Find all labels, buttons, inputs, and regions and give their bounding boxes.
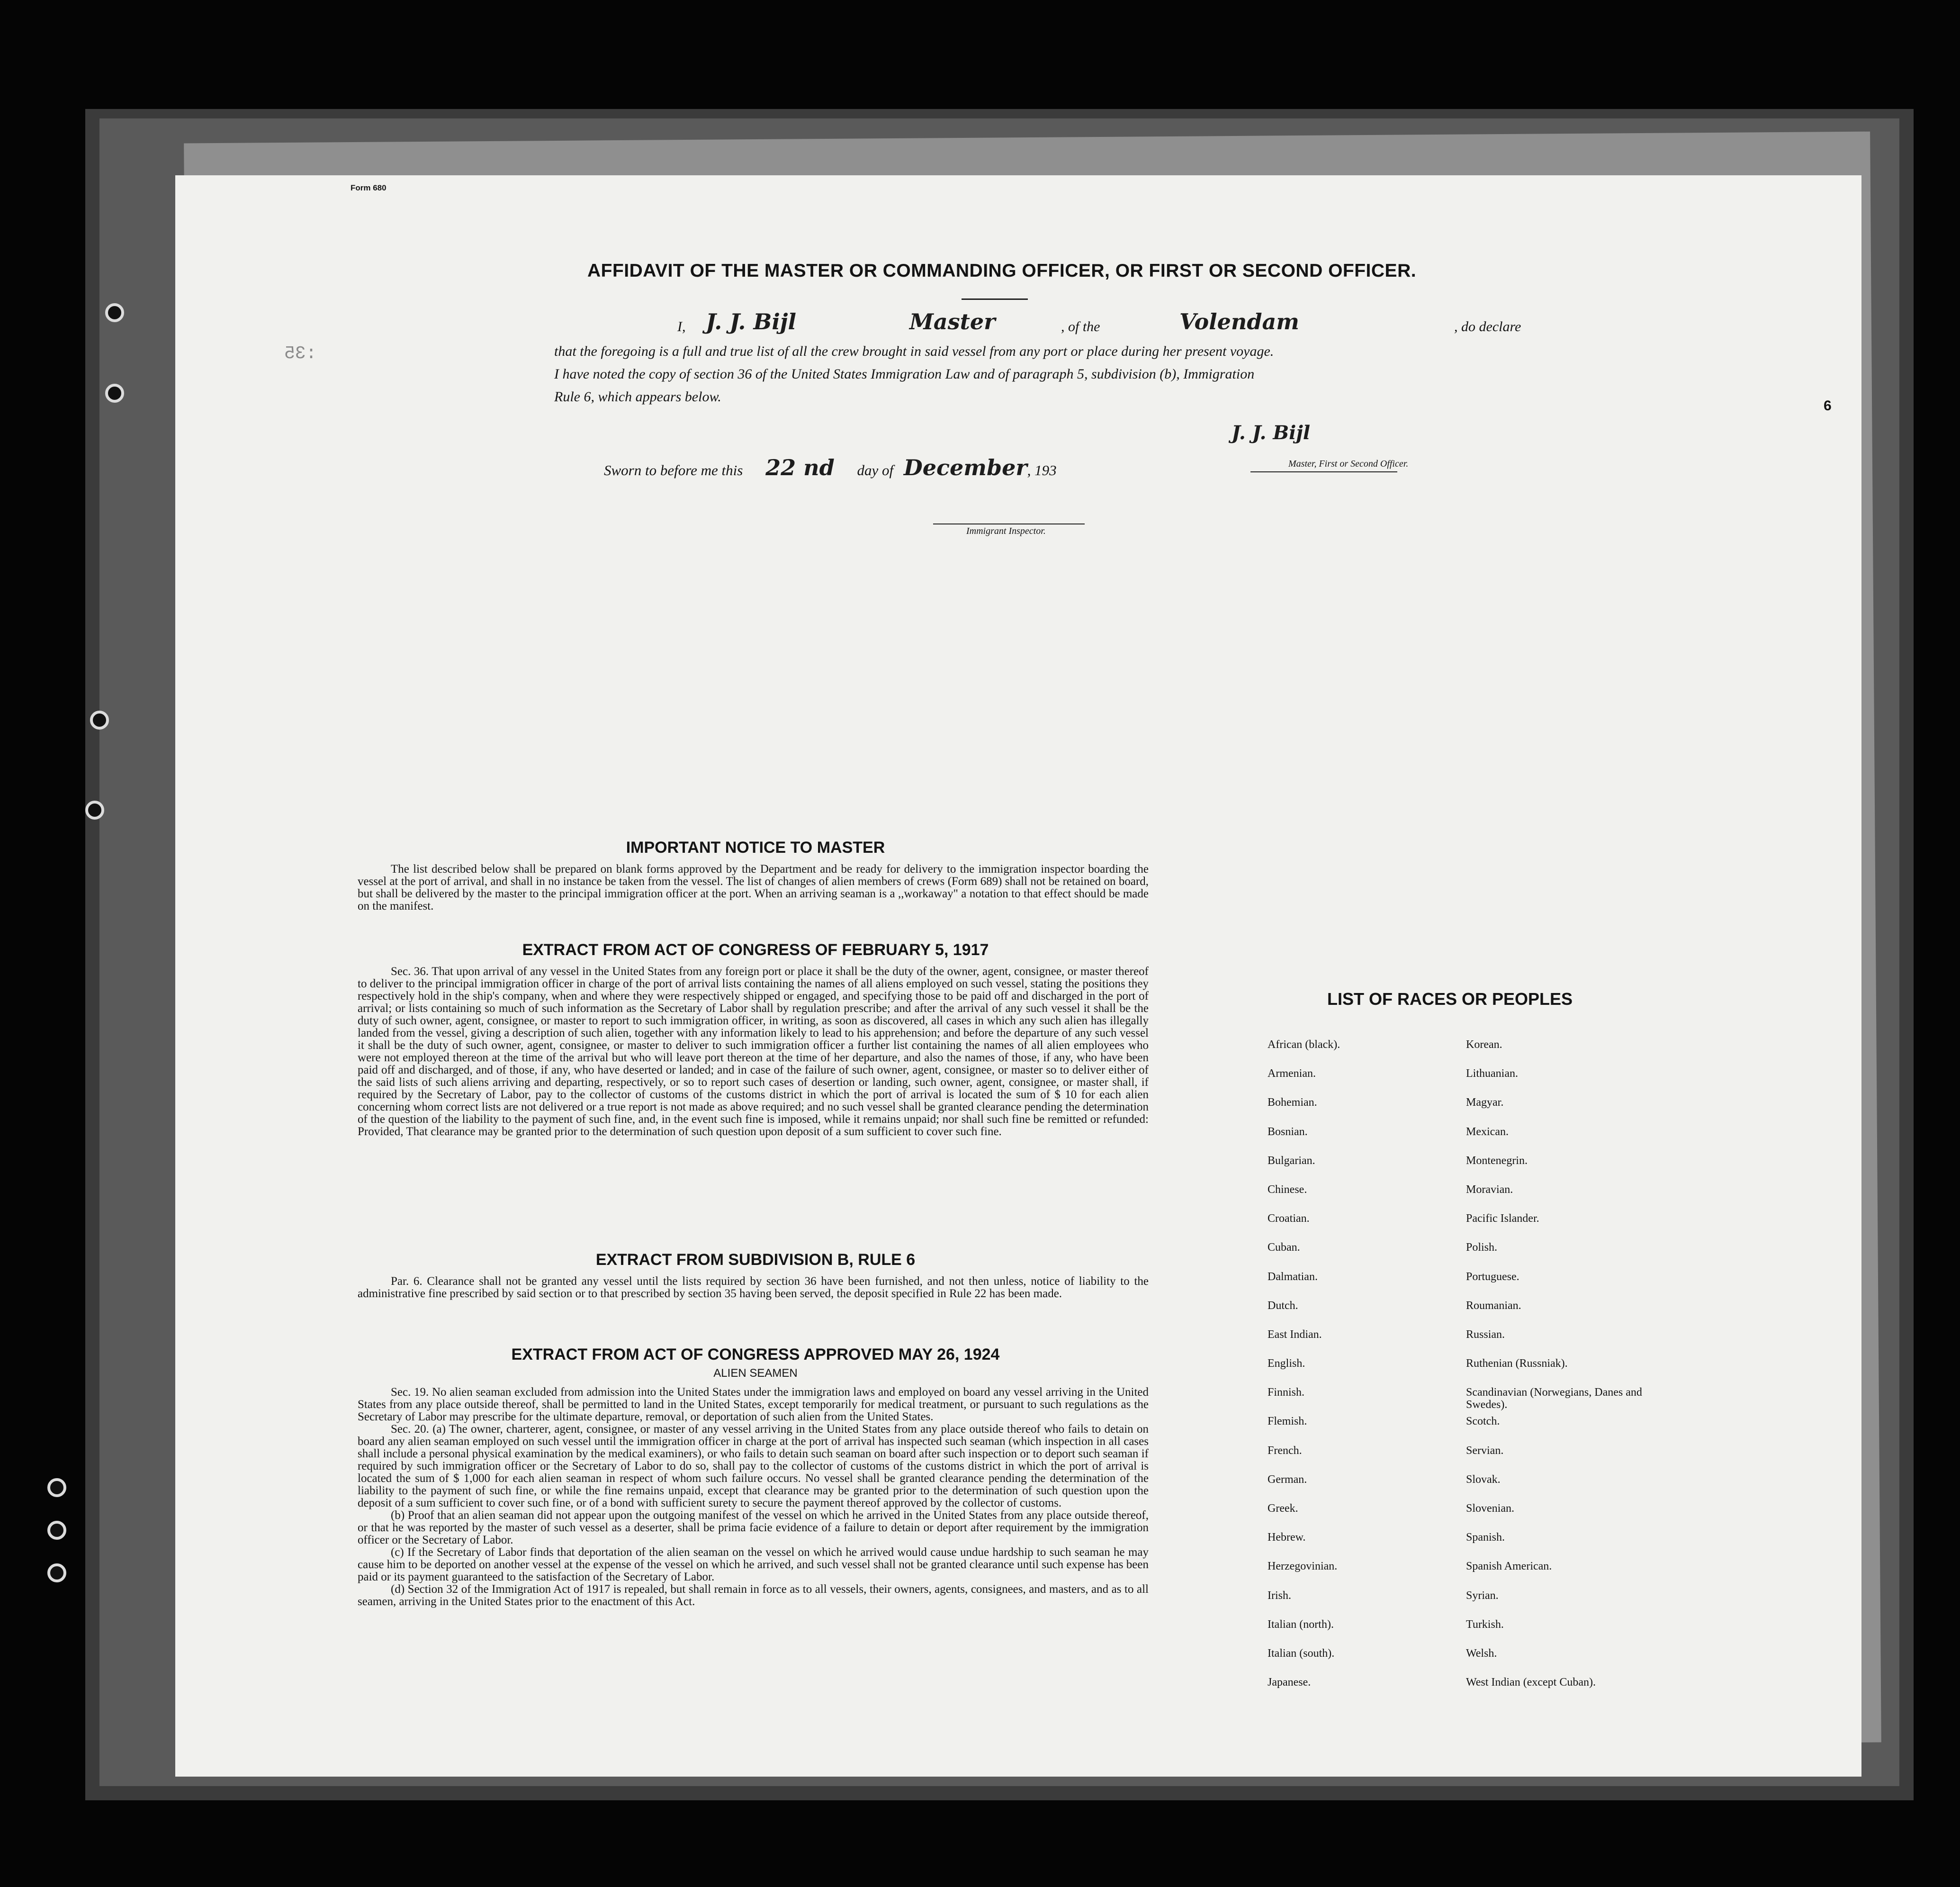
declaration-line-2: that the foregoing is a full and true list of all the crew brought in said vessel from any port or place during her present voyage.	[554, 343, 1274, 359]
race-item: Greek.	[1268, 1502, 1298, 1515]
race-item: Spanish.	[1466, 1531, 1505, 1544]
race-item: Bulgarian.	[1268, 1154, 1315, 1167]
sec-20-d: (d) Section 32 of the Immigration Act of 1917 is repealed, but shall remain in force as to all vessels, their owners, agents, consignees, and masters, and as to all seamen, arriving in the United States prior to the enactment of this Act.	[358, 1583, 1149, 1608]
race-item: Slovenian.	[1466, 1502, 1514, 1515]
race-item: Syrian.	[1466, 1589, 1499, 1602]
race-item: Servian.	[1466, 1444, 1504, 1457]
binder-hole	[90, 711, 109, 730]
binder-hole	[47, 1521, 66, 1540]
race-item: East Indian.	[1268, 1328, 1322, 1341]
race-item: Korean.	[1466, 1038, 1502, 1051]
extract-rule6-title: EXTRACT FROM SUBDIVISION B, RULE 6	[595, 1251, 916, 1269]
races-left-column	[1268, 1038, 1340, 1705]
declaration-line-4: Rule 6, which appears below.	[554, 389, 721, 405]
race-item: Roumanian.	[1466, 1299, 1521, 1312]
vessel-name: Volendam	[1179, 309, 1299, 334]
race-item: Portuguese.	[1466, 1270, 1519, 1283]
notice-text: The list described below shall be prepared on blank forms approved by the Department and be ready for delivery to the immigration inspector boarding the vessel at the port of arrival, and shall in no instance be taken from the vessel. The list of changes of alien members of crews (Form 689) shall not be retained on board, but shall be delivered by the master to the principal immigration officer at the port. When an arriving seaman is a ,,workaway" a notation to that effect should be made on the manifest.	[358, 863, 1149, 912]
race-item: Armenian.	[1268, 1067, 1316, 1080]
race-item: Flemish.	[1268, 1415, 1307, 1428]
binder-hole	[47, 1563, 66, 1582]
race-item: Cuban.	[1268, 1241, 1300, 1254]
extract-1924-title: EXTRACT FROM ACT OF CONGRESS APPROVED MAY 26, 1924	[511, 1345, 1000, 1363]
declaration-line-1: I, J. J. Bijl Master , of the Volendam , do declare	[677, 309, 1521, 334]
race-item: Russian.	[1466, 1328, 1505, 1341]
race-item: Italian (north).	[1268, 1618, 1334, 1631]
race-item: Japanese.	[1268, 1676, 1311, 1689]
race-item: Finnish.	[1268, 1386, 1305, 1399]
sec-20-b: (b) Proof that an alien seaman did not appear upon the outgoing manifest of the vessel on which he arrived in the United States from any place outside thereof, or that he was reported by the master of such vessel as a deserter, shall be prima facie evidence of a failure to detain or deport after requirement by the immigration officer or the Secretary of Labor.	[358, 1509, 1149, 1546]
race-item: Hebrew.	[1268, 1531, 1306, 1544]
race-item: Slovak.	[1466, 1473, 1501, 1486]
notice-title: IMPORTANT NOTICE TO MASTER	[626, 839, 885, 857]
race-item: Spanish American.	[1466, 1560, 1552, 1573]
race-item: Scandinavian (Norwegians, Danes and Swedes).	[1466, 1386, 1642, 1411]
race-item: African (black).	[1268, 1038, 1340, 1051]
binder-hole	[85, 801, 104, 820]
master-name: J. J. Bijl	[706, 309, 796, 334]
race-item: Croatian.	[1268, 1212, 1310, 1225]
sec-20-a: Sec. 20. (a) The owner, charterer, agent, consignee, or master of any vessel arriving in the United States from any place outside thereof who fails to detain on board any alien seaman employed on such vessel until the immigration officer in charge at the port of arrival has inspected such seaman (which inspection in all cases shall include a personal physical examination by the medical examiners), or who fails to detain such seaman on board after such inspection or to deport such seaman if required by such immigration officer or the Secretary of Labor to do so, shall pay to the collector of customs of the customs district in which the port of arrival is located the sum of $ 1,000 for each alien seaman in respect of whom such failure occurs. No vessel shall be granted clearance pending the determination of the liability to the payment of such fine, or while the fine remains unpaid, except that clearance may be granted prior to the determination of such question upon the deposit of a sum sufficient to cover such fine, or of a bond with sufficient surety to secure the payment thereof approved by the collector of customs.	[358, 1423, 1149, 1509]
signature-label: Master, First or Second Officer.	[1288, 459, 1409, 469]
sheet-stamp-show-through: :35	[284, 343, 317, 364]
declaration-line-3: I have noted the copy of section 36 of the United States Immigration Law and of paragraph 5, subdivision (b), Immigration	[554, 366, 1255, 382]
race-item: Lithuanian.	[1466, 1067, 1518, 1080]
races-right-column	[1466, 1038, 1670, 1705]
race-item: French.	[1268, 1444, 1302, 1457]
race-item: Welsh.	[1466, 1647, 1497, 1660]
binder-hole	[47, 1478, 66, 1497]
race-item: Irish.	[1268, 1589, 1291, 1602]
extract-1924-subtitle: ALIEN SEAMEN	[713, 1367, 798, 1380]
binder-hole	[105, 384, 124, 403]
affidavit-sheet	[175, 175, 1861, 1777]
master-rank: Master	[909, 309, 996, 334]
affidavit-title: AFFIDAVIT OF THE MASTER OR COMMANDING OFFICER, OR FIRST OR SECOND OFFICER.	[587, 261, 1417, 281]
signature-line	[1250, 471, 1397, 472]
race-item: Scotch.	[1466, 1415, 1500, 1428]
sec-19: Sec. 19. No alien seaman excluded from admission into the United States under the immigration laws and employed on board any vessel arriving in the United States from any place outside thereof, shall be permitted to land in the United States, except temporarily for medical treatment, or pursuant to such regulations as the Secretary of Labor may prescribe for the ultimate departure, removal, or deportation of such alien from the United States.	[358, 1386, 1149, 1423]
race-item: German.	[1268, 1473, 1307, 1486]
extract-1917-title: EXTRACT FROM ACT OF CONGRESS OF FEBRUARY 5, 1917	[522, 941, 989, 959]
inspector-label: Immigrant Inspector.	[966, 526, 1046, 536]
extract-1917-text: Sec. 36. That upon arrival of any vessel in the United States from any foreign port or place it shall be the duty of the owner, agent, consignee, or master thereof to deliver to the principal immigration officer in charge of the port of arrival lists containing the names of all aliens employed on such vessel, stating the positions they respectively hold in the ship's company, when and where they were respectively shipped or engaged, and specifying those to be paid off and discharged in the port of arrival; or lists containing so much of such information as the Secretary of Labor shall by regulation prescribe; and after the arrival of any such vessel it shall be the duty of such owner, agent, consignee, or master to report to such immigration officer, in writing, as soon as discovered, all cases in which any such alien has illegally landed from the vessel, giving a description of such alien, together with any information likely to lead to his apprehension; and before the departure of any such vessel it shall be the duty of such owner, agent, consignee, or master to deliver to such immigration officer a further list containing the names of all alien employees who were not employed thereon at the time of the arrival but who will leave port thereon at the time of her departure, and also the names of those, if any, who have been paid off and discharged, and of those, if any, who have deserted or landed; and in case of the failure of such owner, agent, consignee, or master so to deliver either of the said lists of such aliens arriving and departing, respectively, or so to report such cases of desertion or landing, such owner, agent, consignee, or master shall, if required by the Secretary of Labor, pay to the collector of customs of the customs district in which the port of arrival is located the sum of $ 10 for each alien concerning whom correct lists are not delivered or a true report is not made as above required; and no such vessel shall be granted clearance pending the determination of the question of the liability to the payment of such fine, and, in the event such fine is imposed, while it remains unpaid; nor shall such fine be remitted or refunded: Provided, That clearance may be granted prior to the determination of such question upon deposit of a sum sufficient to cover such fine.	[358, 965, 1149, 1138]
race-item: Ruthenian (Russniak).	[1466, 1357, 1568, 1370]
race-item: Polish.	[1466, 1241, 1498, 1254]
declaration	[554, 309, 1667, 408]
form-number: Form 680	[351, 183, 387, 192]
race-item: Dutch.	[1268, 1299, 1298, 1312]
race-item: Pacific Islander.	[1466, 1212, 1539, 1225]
race-item: Italian (south).	[1268, 1647, 1335, 1660]
race-item: Chinese.	[1268, 1183, 1307, 1196]
race-item: Montenegrin.	[1466, 1154, 1528, 1167]
sworn-line: Sworn to before me this 22 nd day of December, 193	[604, 455, 1057, 480]
title-divider	[962, 298, 1028, 300]
race-item: Dalmatian.	[1268, 1270, 1318, 1283]
race-item: Mexican.	[1466, 1125, 1509, 1138]
race-item: Bohemian.	[1268, 1096, 1317, 1109]
race-item: Moravian.	[1466, 1183, 1513, 1196]
race-item: Herzegovinian.	[1268, 1560, 1338, 1573]
race-item: English.	[1268, 1357, 1305, 1370]
sworn-day: 22 nd	[765, 455, 835, 480]
master-signature: J. J. Bijl	[1232, 422, 1311, 444]
page-number: 6	[1824, 398, 1832, 414]
race-item: Bosnian.	[1268, 1125, 1308, 1138]
extract-1924-text	[358, 1386, 1149, 1608]
binder-hole	[105, 303, 124, 322]
sworn-month: December	[903, 455, 1027, 480]
extract-rule6-text: Par. 6. Clearance shall not be granted any vessel until the lists required by section 36 have been furnished, and not then unless, notice of liability to the administrative fine prescribed by said section or to that prescribed by section 35 having been served, the deposit specified in Rule 22 has been made.	[358, 1275, 1149, 1300]
sec-20-c: (c) If the Secretary of Labor finds that deportation of the alien seaman on the vessel on which he arrived would cause undue hardship to such seaman he may cause him to be deported on another vessel at the expense of the vessel on which he arrived, and such vessel shall not be granted clearance until such expense has been paid or its payment guaranteed to the satisfaction of the Secretary of Labor.	[358, 1546, 1149, 1583]
races-title: LIST OF RACES OR PEOPLES	[1327, 989, 1573, 1009]
race-item: West Indian (except Cuban).	[1466, 1676, 1596, 1689]
race-item: Magyar.	[1466, 1096, 1504, 1109]
race-item: Turkish.	[1466, 1618, 1504, 1631]
